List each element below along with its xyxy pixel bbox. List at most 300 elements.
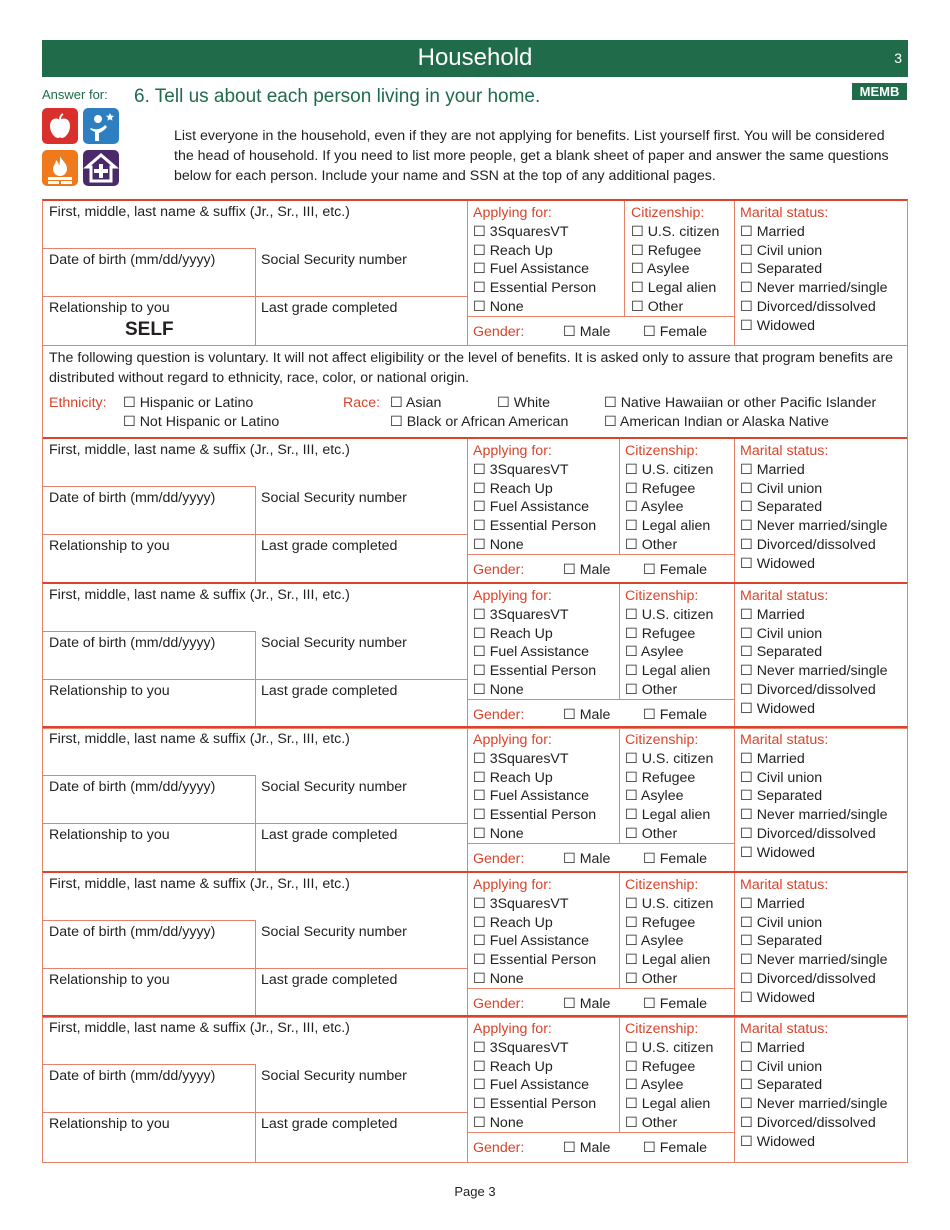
checkbox[interactable]: ☐ (740, 607, 753, 623)
name-field[interactable]: First, middle, last name & suffix (Jr., Sr., III, etc.) (49, 1020, 350, 1036)
marital-option[interactable]: ☐ Married (740, 607, 805, 623)
checkbox[interactable]: ☐ (497, 395, 510, 411)
applying-option[interactable]: ☐ Essential Person (473, 518, 597, 535)
memb-badge: MEMB (852, 83, 907, 100)
checkbox[interactable]: ☐ (473, 536, 486, 553)
checkbox[interactable]: ☐ (625, 788, 638, 805)
grade-field[interactable]: Last grade completed (261, 1116, 398, 1132)
checkbox[interactable]: ☐ (473, 751, 486, 767)
gender-male-option[interactable]: ☐ Male (563, 562, 611, 578)
applying-option[interactable]: ☐ 3SquaresVT (473, 224, 569, 240)
gender-title: Gender: (473, 851, 525, 867)
gender-title: Gender: (473, 562, 525, 578)
marital-option[interactable]: ☐ Divorced/dissolved (740, 681, 876, 698)
dob-field[interactable]: Date of birth (mm/dd/yyyy) (49, 252, 216, 268)
citizenship-option[interactable]: ☐ Refugee (625, 625, 696, 642)
applying-option[interactable]: ☐ Reach Up (473, 242, 553, 259)
checkbox[interactable]: ☐ (473, 644, 486, 661)
checkbox[interactable]: ☐ (740, 1058, 753, 1075)
checkbox[interactable]: ☐ (740, 896, 753, 912)
marital-option[interactable]: ☐ Civil union (740, 480, 823, 497)
citizenship-option[interactable]: ☐ Asylee (625, 933, 684, 950)
applying-option[interactable]: ☐ Essential Person (473, 807, 597, 824)
checkbox[interactable]: ☐ (740, 769, 753, 786)
checkbox[interactable]: ☐ (473, 1040, 486, 1056)
citizenship-option[interactable]: ☐ Legal alien (625, 807, 711, 824)
checkbox[interactable]: ☐ (740, 625, 753, 642)
checkbox[interactable]: ☐ (473, 1114, 486, 1131)
apple-icon (42, 108, 78, 144)
marital-option[interactable]: ☐ Separated (740, 261, 823, 278)
citizenship-option[interactable]: ☐ Legal alien (625, 952, 711, 969)
marital-option[interactable]: ☐ Divorced/dissolved (740, 536, 876, 553)
applying-option[interactable]: ☐ None (473, 298, 524, 315)
checkbox[interactable]: ☐ (625, 499, 638, 516)
relationship-field[interactable]: Relationship to you (49, 1116, 170, 1132)
marital-option[interactable]: ☐ Civil union (740, 1058, 823, 1075)
gender-male-option[interactable]: ☐ Male (563, 707, 611, 723)
checkbox[interactable]: ☐ (123, 395, 136, 411)
marital-option[interactable]: ☐ Never married/single (740, 952, 888, 969)
checkbox[interactable]: ☐ (740, 700, 753, 717)
checkbox[interactable]: ☐ (740, 462, 753, 478)
marital-option[interactable]: ☐ Separated (740, 1077, 823, 1094)
grade-field[interactable]: Last grade completed (261, 538, 398, 554)
checkbox[interactable]: ☐ (625, 952, 638, 969)
citizenship-option[interactable]: ☐ U.S. citizen (625, 1040, 714, 1056)
citizenship-option[interactable]: ☐ Refugee (625, 1058, 696, 1075)
checkbox[interactable]: ☐ (631, 224, 644, 240)
gender-title: Gender: (473, 996, 525, 1012)
citizenship-option[interactable]: ☐ Other (625, 1114, 678, 1131)
marital-option[interactable]: ☐ Separated (740, 788, 823, 805)
marital-status-title: Marital status: (740, 443, 829, 459)
section-title: Household (417, 44, 533, 71)
checkbox[interactable]: ☐ (625, 536, 638, 553)
checkbox[interactable]: ☐ (740, 298, 753, 315)
marital-option[interactable]: ☐ Widowed (740, 989, 816, 1006)
marital-option[interactable]: ☐ Separated (740, 644, 823, 661)
applying-option[interactable]: ☐ 3SquaresVT (473, 462, 569, 478)
citizenship-option[interactable]: ☐ Asylee (631, 261, 690, 278)
checkbox[interactable]: ☐ (740, 555, 753, 572)
applying-option[interactable]: ☐ None (473, 536, 524, 553)
race-american-indian-option[interactable]: ☐ American Indian or Alaska Native (604, 414, 829, 430)
citizenship-option[interactable]: ☐ Legal alien (625, 1096, 711, 1113)
marital-option[interactable]: ☐ Never married/single (740, 807, 888, 824)
checkbox[interactable]: ☐ (473, 625, 486, 642)
marital-option[interactable]: ☐ Married (740, 224, 805, 240)
checkbox[interactable]: ☐ (740, 952, 753, 969)
ssn-field[interactable]: Social Security number (261, 1068, 407, 1084)
race-hawaiian-option[interactable]: ☐ Native Hawaiian or other Pacific Islander (604, 395, 877, 411)
checkbox[interactable]: ☐ (740, 1133, 753, 1150)
gender-female-option[interactable]: ☐ Female (643, 707, 707, 723)
citizenship-option[interactable]: ☐ Refugee (625, 914, 696, 931)
applying-for-title: Applying for: (473, 205, 552, 221)
checkbox[interactable]: ☐ (473, 807, 486, 824)
citizenship-option[interactable]: ☐ Other (625, 681, 678, 698)
checkbox[interactable]: ☐ (473, 970, 486, 987)
ssn-field[interactable]: Social Security number (261, 924, 407, 940)
checkbox[interactable]: ☐ (473, 825, 486, 842)
marital-option[interactable]: ☐ Divorced/dissolved (740, 1114, 876, 1131)
checkbox[interactable]: ☐ (740, 807, 753, 824)
checkbox[interactable]: ☐ (740, 825, 753, 842)
checkbox[interactable]: ☐ (625, 1077, 638, 1094)
applying-option[interactable]: ☐ Essential Person (473, 1096, 597, 1113)
name-field[interactable]: First, middle, last name & suffix (Jr., Sr., III, etc.) (49, 731, 350, 747)
citizenship-option[interactable]: ☐ Refugee (631, 242, 702, 259)
checkbox[interactable]: ☐ (473, 788, 486, 805)
checkbox[interactable]: ☐ (625, 681, 638, 698)
gender-female-option[interactable]: ☐ Female (643, 996, 707, 1012)
citizenship-option[interactable]: ☐ Refugee (625, 769, 696, 786)
ssn-field[interactable]: Social Security number (261, 490, 407, 506)
checkbox[interactable]: ☐ (740, 970, 753, 987)
applying-option[interactable]: ☐ Essential Person (473, 952, 597, 969)
marital-status-title: Marital status: (740, 588, 829, 604)
checkbox[interactable]: ☐ (473, 607, 486, 623)
race-black-option[interactable]: ☐ Black or African American (390, 414, 569, 430)
checkbox[interactable]: ☐ (625, 480, 638, 497)
marital-option[interactable]: ☐ Civil union (740, 242, 823, 259)
relationship-field[interactable]: Relationship to you (49, 827, 170, 843)
citizenship-option[interactable]: ☐ Legal alien (625, 663, 711, 680)
checkbox[interactable]: ☐ (740, 536, 753, 553)
checkbox[interactable]: ☐ (625, 462, 638, 478)
marital-option[interactable]: ☐ Never married/single (740, 1096, 888, 1113)
gender-male-option[interactable]: ☐ Male (563, 1140, 611, 1156)
dob-field[interactable]: Date of birth (mm/dd/yyyy) (49, 490, 216, 506)
ethnicity-label: Ethnicity: (49, 395, 107, 411)
citizenship-option[interactable]: ☐ U.S. citizen (625, 462, 714, 478)
checkbox[interactable]: ☐ (625, 751, 638, 767)
checkbox[interactable]: ☐ (390, 395, 403, 411)
checkbox[interactable]: ☐ (740, 261, 753, 278)
citizenship-option[interactable]: ☐ Other (625, 825, 678, 842)
race-white-option[interactable]: ☐ White (497, 395, 550, 411)
marital-option[interactable]: ☐ Widowed (740, 1133, 816, 1150)
applying-option[interactable]: ☐ Reach Up (473, 914, 553, 931)
dob-field[interactable]: Date of birth (mm/dd/yyyy) (49, 779, 216, 795)
checkbox[interactable]: ☐ (625, 769, 638, 786)
checkbox[interactable]: ☐ (740, 989, 753, 1006)
applying-option[interactable]: ☐ Reach Up (473, 480, 553, 497)
applying-option[interactable]: ☐ None (473, 825, 524, 842)
checkbox[interactable]: ☐ (631, 242, 644, 259)
checkbox[interactable]: ☐ (473, 518, 486, 535)
checkbox[interactable]: ☐ (625, 914, 638, 931)
gender-female-option[interactable]: ☐ Female (643, 851, 707, 867)
gender-female-option[interactable]: ☐ Female (643, 562, 707, 578)
applying-option[interactable]: ☐ Fuel Assistance (473, 644, 590, 661)
marital-status-title: Marital status: (740, 205, 829, 221)
marital-option[interactable]: ☐ Civil union (740, 914, 823, 931)
checkbox[interactable]: ☐ (625, 933, 638, 950)
applying-for-title: Applying for: (473, 877, 552, 893)
checkbox[interactable]: ☐ (604, 395, 617, 411)
citizenship-option[interactable]: ☐ U.S. citizen (625, 751, 714, 767)
applying-option[interactable]: ☐ Fuel Assistance (473, 1077, 590, 1094)
person-block (42, 199, 908, 346)
marital-option[interactable]: ☐ Widowed (740, 844, 816, 861)
applying-option[interactable]: ☐ None (473, 1114, 524, 1131)
fire-icon (42, 150, 78, 186)
citizenship-title: Citizenship: (625, 1021, 699, 1037)
gender-title: Gender: (473, 324, 525, 340)
checkbox[interactable]: ☐ (625, 607, 638, 623)
gender-male-option[interactable]: ☐ Male (563, 324, 611, 340)
citizenship-option[interactable]: ☐ Other (631, 298, 684, 315)
applying-option[interactable]: ☐ Reach Up (473, 769, 553, 786)
checkbox[interactable]: ☐ (740, 644, 753, 661)
question-intro: List everyone in the household, even if they are not applying for benefits. List yourself first. You will be considered the head of household. If you need to list more people, get a blank sheet of paper and answer the same questions below for each person. Include your name and SSN at the top of any additional pages. (174, 128, 889, 184)
marital-option[interactable]: ☐ Civil union (740, 769, 823, 786)
applying-option[interactable]: ☐ Fuel Assistance (473, 933, 590, 950)
marital-status-title: Marital status: (740, 732, 829, 748)
marital-option[interactable]: ☐ Widowed (740, 317, 816, 334)
checkbox[interactable]: ☐ (473, 952, 486, 969)
applying-for-title: Applying for: (473, 588, 552, 604)
person-star-icon (83, 108, 119, 144)
checkbox[interactable]: ☐ (473, 298, 486, 315)
checkbox[interactable]: ☐ (123, 414, 136, 430)
citizenship-option[interactable]: ☐ Other (625, 970, 678, 987)
checkbox[interactable]: ☐ (643, 707, 656, 723)
checkbox[interactable]: ☐ (740, 1077, 753, 1094)
marital-option[interactable]: ☐ Married (740, 462, 805, 478)
relationship-value: SELF (125, 319, 174, 340)
marital-option[interactable]: ☐ Never married/single (740, 518, 888, 535)
citizenship-option[interactable]: ☐ Asylee (625, 644, 684, 661)
gender-male-option[interactable]: ☐ Male (563, 851, 611, 867)
checkbox[interactable]: ☐ (740, 1114, 753, 1131)
name-field[interactable]: First, middle, last name & suffix (Jr., Sr., III, etc.) (49, 204, 350, 220)
dob-field[interactable]: Date of birth (mm/dd/yyyy) (49, 1068, 216, 1084)
relationship-field[interactable]: Relationship to you (49, 972, 170, 988)
checkbox[interactable]: ☐ (643, 562, 656, 578)
checkbox[interactable]: ☐ (740, 788, 753, 805)
gender-female-option[interactable]: ☐ Female (643, 1140, 707, 1156)
person-block (42, 437, 908, 584)
checkbox[interactable]: ☐ (643, 996, 656, 1012)
checkbox[interactable]: ☐ (625, 1058, 638, 1075)
person-block (42, 871, 908, 1018)
checkbox[interactable]: ☐ (740, 751, 753, 767)
dob-field[interactable]: Date of birth (mm/dd/yyyy) (49, 635, 216, 651)
checkbox[interactable]: ☐ (473, 1077, 486, 1094)
applying-option[interactable]: ☐ Essential Person (473, 663, 597, 680)
applying-option[interactable]: ☐ Fuel Assistance (473, 499, 590, 516)
citizenship-option[interactable]: ☐ Other (625, 536, 678, 553)
ssn-field[interactable]: Social Security number (261, 252, 407, 268)
applying-option[interactable]: ☐ Fuel Assistance (473, 788, 590, 805)
relationship-field[interactable]: Relationship to you (49, 300, 170, 316)
relationship-field[interactable]: Relationship to you (49, 683, 170, 699)
checkbox[interactable]: ☐ (563, 1140, 576, 1156)
checkbox[interactable]: ☐ (643, 1140, 656, 1156)
checkbox[interactable]: ☐ (625, 970, 638, 987)
marital-option[interactable]: ☐ Never married/single (740, 280, 888, 297)
checkbox[interactable]: ☐ (740, 242, 753, 259)
checkbox[interactable]: ☐ (625, 518, 638, 535)
checkbox[interactable]: ☐ (473, 224, 486, 240)
checkbox[interactable]: ☐ (563, 324, 576, 340)
checkbox[interactable]: ☐ (740, 1096, 753, 1113)
checkbox[interactable]: ☐ (625, 625, 638, 642)
applying-option[interactable]: ☐ None (473, 681, 524, 698)
checkbox[interactable]: ☐ (473, 769, 486, 786)
checkbox[interactable]: ☐ (563, 851, 576, 867)
ssn-field[interactable]: Social Security number (261, 635, 407, 651)
checkbox[interactable]: ☐ (473, 914, 486, 931)
checkbox[interactable]: ☐ (473, 896, 486, 912)
citizenship-option[interactable]: ☐ Asylee (625, 1077, 684, 1094)
checkbox[interactable]: ☐ (740, 1040, 753, 1056)
checkbox[interactable]: ☐ (625, 896, 638, 912)
citizenship-option[interactable]: ☐ Asylee (625, 788, 684, 805)
checkbox[interactable]: ☐ (740, 280, 753, 297)
gender-title: Gender: (473, 707, 525, 723)
checkbox[interactable]: ☐ (473, 1096, 486, 1113)
marital-option[interactable]: ☐ Widowed (740, 700, 816, 717)
citizenship-title: Citizenship: (625, 732, 699, 748)
marital-status-title: Marital status: (740, 877, 829, 893)
checkbox[interactable]: ☐ (740, 681, 753, 698)
race-asian-option[interactable]: ☐ Asian (390, 395, 442, 411)
citizenship-option[interactable]: ☐ Legal alien (625, 518, 711, 535)
checkbox[interactable]: ☐ (740, 317, 753, 334)
checkbox[interactable]: ☐ (740, 224, 753, 240)
grade-field[interactable]: Last grade completed (261, 300, 398, 316)
checkbox[interactable]: ☐ (473, 242, 486, 259)
house-plus-icon (83, 150, 119, 186)
citizenship-option[interactable]: ☐ Refugee (625, 480, 696, 497)
checkbox[interactable]: ☐ (740, 499, 753, 516)
checkbox[interactable]: ☐ (473, 1058, 486, 1075)
ssn-field[interactable]: Social Security number (261, 779, 407, 795)
name-field[interactable]: First, middle, last name & suffix (Jr., Sr., III, etc.) (49, 587, 350, 603)
checkbox[interactable]: ☐ (473, 499, 486, 516)
person-block (42, 582, 908, 729)
applying-option[interactable]: ☐ Fuel Assistance (473, 261, 590, 278)
marital-option[interactable]: ☐ Widowed (740, 555, 816, 572)
checkbox[interactable]: ☐ (740, 914, 753, 931)
checkbox[interactable]: ☐ (473, 933, 486, 950)
grade-field[interactable]: Last grade completed (261, 827, 398, 843)
applying-option[interactable]: ☐ 3SquaresVT (473, 607, 569, 623)
checkbox[interactable]: ☐ (390, 414, 403, 430)
checkbox[interactable]: ☐ (740, 663, 753, 680)
dob-field[interactable]: Date of birth (mm/dd/yyyy) (49, 924, 216, 940)
ethnicity-hispanic-option[interactable]: ☐ Hispanic or Latino (123, 395, 254, 411)
checkbox[interactable]: ☐ (631, 298, 644, 315)
checkbox[interactable]: ☐ (625, 807, 638, 824)
citizenship-option[interactable]: ☐ Legal alien (631, 280, 717, 297)
applying-for-title: Applying for: (473, 1021, 552, 1037)
checkbox[interactable]: ☐ (740, 480, 753, 497)
checkbox[interactable]: ☐ (563, 707, 576, 723)
citizenship-title: Citizenship: (625, 588, 699, 604)
gender-female-option[interactable]: ☐ Female (643, 324, 707, 340)
applying-option[interactable]: ☐ Reach Up (473, 625, 553, 642)
person-block (42, 726, 908, 873)
marital-option[interactable]: ☐ Never married/single (740, 663, 888, 680)
section-header (42, 40, 908, 77)
citizenship-option[interactable]: ☐ U.S. citizen (625, 896, 714, 912)
marital-option[interactable]: ☐ Married (740, 896, 805, 912)
checkbox[interactable]: ☐ (473, 663, 486, 680)
checkbox[interactable]: ☐ (625, 663, 638, 680)
question-title: 6. Tell us about each person living in your home. (134, 86, 541, 107)
checkbox[interactable]: ☐ (740, 933, 753, 950)
applying-option[interactable]: ☐ 3SquaresVT (473, 896, 569, 912)
checkbox[interactable]: ☐ (473, 681, 486, 698)
checkbox[interactable]: ☐ (563, 562, 576, 578)
applying-for-title: Applying for: (473, 443, 552, 459)
marital-option[interactable]: ☐ Married (740, 1040, 805, 1056)
checkbox[interactable]: ☐ (563, 996, 576, 1012)
applying-option[interactable]: ☐ 3SquaresVT (473, 1040, 569, 1056)
answer-for-label: Answer for: (42, 87, 108, 102)
name-field[interactable]: First, middle, last name & suffix (Jr., Sr., III, etc.) (49, 442, 350, 458)
checkbox[interactable]: ☐ (643, 324, 656, 340)
checkbox[interactable]: ☐ (473, 480, 486, 497)
citizenship-option[interactable]: ☐ Asylee (625, 499, 684, 516)
page-footer: Page 3 (454, 1184, 496, 1199)
name-field[interactable]: First, middle, last name & suffix (Jr., Sr., III, etc.) (49, 876, 350, 892)
checkbox[interactable]: ☐ (604, 414, 617, 430)
checkbox[interactable]: ☐ (631, 261, 644, 278)
marital-option[interactable]: ☐ Divorced/dissolved (740, 298, 876, 315)
checkbox[interactable]: ☐ (625, 1096, 638, 1113)
gender-male-option[interactable]: ☐ Male (563, 996, 611, 1012)
checkbox[interactable]: ☐ (473, 261, 486, 278)
marital-option[interactable]: ☐ Divorced/dissolved (740, 970, 876, 987)
checkbox[interactable]: ☐ (643, 851, 656, 867)
citizenship-option[interactable]: ☐ U.S. citizen (631, 224, 720, 240)
gender-title: Gender: (473, 1140, 525, 1156)
marital-status-title: Marital status: (740, 1021, 829, 1037)
checkbox[interactable]: ☐ (473, 462, 486, 478)
marital-option[interactable]: ☐ Separated (740, 933, 823, 950)
checkbox[interactable]: ☐ (625, 644, 638, 661)
checkbox[interactable]: ☐ (740, 518, 753, 535)
applying-option[interactable]: ☐ None (473, 970, 524, 987)
checkbox[interactable]: ☐ (625, 825, 638, 842)
applying-option[interactable]: ☐ Reach Up (473, 1058, 553, 1075)
checkbox[interactable]: ☐ (625, 1040, 638, 1056)
marital-option[interactable]: ☐ Separated (740, 499, 823, 516)
marital-option[interactable]: ☐ Civil union (740, 625, 823, 642)
applying-option[interactable]: ☐ Essential Person (473, 280, 597, 297)
grade-field[interactable]: Last grade completed (261, 683, 398, 699)
checkbox[interactable]: ☐ (625, 1114, 638, 1131)
applying-option[interactable]: ☐ 3SquaresVT (473, 751, 569, 767)
person-block (42, 1015, 908, 1163)
checkbox[interactable]: ☐ (740, 844, 753, 861)
relationship-field[interactable]: Relationship to you (49, 538, 170, 554)
checkbox[interactable]: ☐ (473, 280, 486, 297)
race-label: Race: (343, 395, 381, 411)
citizenship-option[interactable]: ☐ U.S. citizen (625, 607, 714, 623)
ethnicity-not-hispanic-option[interactable]: ☐ Not Hispanic or Latino (123, 414, 280, 430)
marital-option[interactable]: ☐ Married (740, 751, 805, 767)
marital-option[interactable]: ☐ Divorced/dissolved (740, 825, 876, 842)
checkbox[interactable]: ☐ (631, 280, 644, 297)
grade-field[interactable]: Last grade completed (261, 972, 398, 988)
